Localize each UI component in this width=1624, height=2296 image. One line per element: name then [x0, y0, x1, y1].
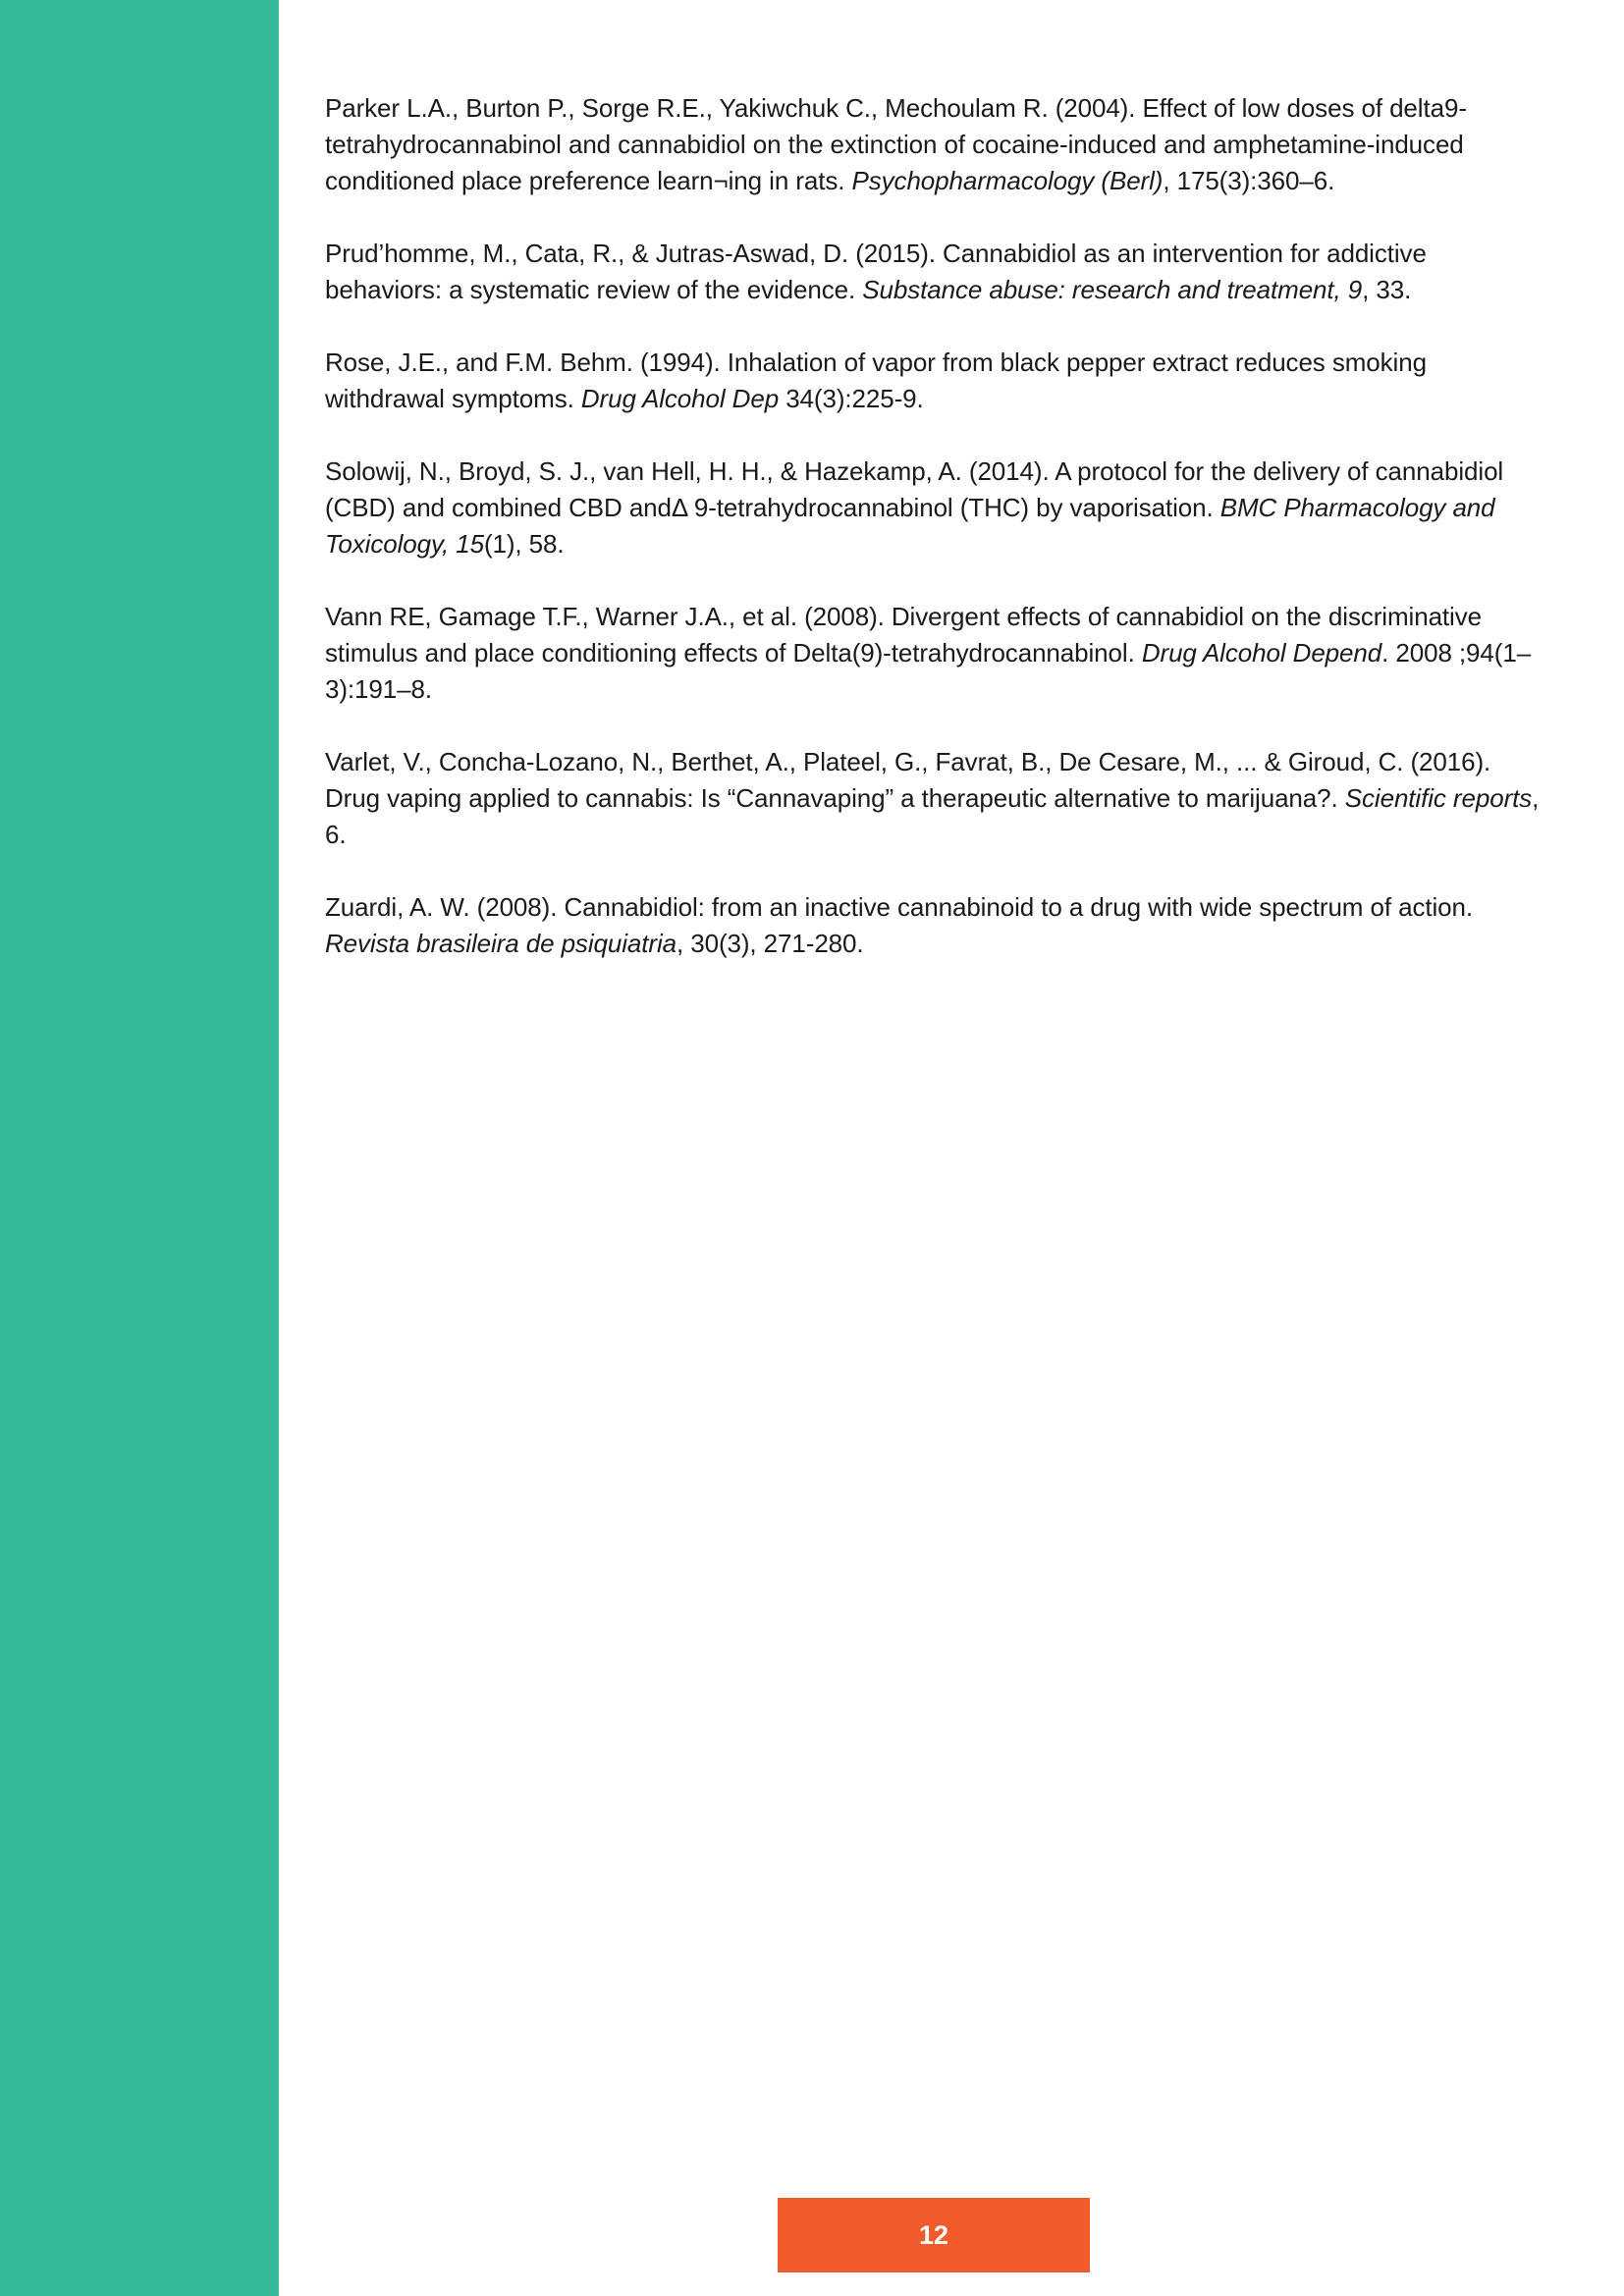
reference-source: Scientific reports	[1344, 783, 1533, 813]
reference-entry	[325, 599, 1543, 708]
reference-source: Drug Alcohol Dep	[580, 384, 780, 413]
reference-entry	[325, 889, 1543, 962]
reference-entry	[325, 236, 1543, 308]
reference-text: , 6.	[325, 783, 1540, 849]
reference-text: 34(3):225-9.	[779, 384, 924, 413]
reference-text: (1), 58.	[483, 529, 565, 559]
reference-text: Varlet, V., Concha-Lozano, N., Berthet, A., Plateel, G., Favrat, B., De Cesare, M., ... & Giroud, C. (2016). Drug vaping applied to cannabis: Is “Cannavaping” a therapeutic alternative to marijuana?.	[325, 747, 1491, 813]
reference-text: Rose, J.E., and F.M. Behm. (1994). Inhalation of vapor from black pepper extract reduces smoking withdrawal symptoms.	[325, 347, 1427, 413]
reference-entry	[325, 90, 1543, 199]
reference-text: . 2008 ;94(1–3):191–8.	[325, 638, 1532, 704]
sidebar-color-band	[0, 0, 279, 2296]
reference-text: Prud’homme, M., Cata, R., & Jutras-Aswad, D. (2015). Cannabidiol as an intervention for addictive behaviors: a systematic review of the evidence.	[325, 239, 1427, 304]
reference-source: Psychopharmacology (Berl)	[851, 166, 1164, 195]
page-number-box	[778, 2198, 1090, 2272]
page-number: 12	[918, 2219, 949, 2250]
reference-text: Zuardi, A. W. (2008). Cannabidiol: from an inactive cannabinoid to a drug with wide spectrum of action.	[325, 892, 1473, 922]
reference-text: , 175(3):360–6.	[1163, 166, 1335, 195]
reference-text: Solowij, N., Broyd, S. J., van Hell, H. H., & Hazekamp, A. (2014). A protocol for the delivery of cannabidiol (CBD) and combined CBD andΔ 9-tetrahydrocannabinol (THC) by vaporisation.	[325, 456, 1504, 522]
reference-entry	[325, 454, 1543, 562]
reference-source: Substance abuse: research and treatment, 9	[862, 275, 1363, 304]
reference-entry	[325, 744, 1543, 853]
reference-text: , 30(3), 271-280.	[676, 929, 864, 958]
reference-source: BMC Pharmacology and Toxicology, 15	[325, 493, 1495, 559]
reference-source: Revista brasileira de psiquiatria	[325, 929, 677, 958]
reference-entry	[325, 345, 1543, 417]
reference-text: Parker L.A., Burton P., Sorge R.E., Yakiwchuk C., Mechoulam R. (2004). Effect of low doses of delta9-tetrahydrocannabinol and cannabidiol on the extinction of cocaine-induced and amphetamine-induced conditioned place preference learn¬ing in rats.	[325, 93, 1467, 195]
reference-text: , 33.	[1362, 275, 1412, 304]
reference-list	[325, 90, 1543, 998]
reference-source: Drug Alcohol Depend	[1141, 638, 1382, 667]
reference-text: Vann RE, Gamage T.F., Warner J.A., et al. (2008). Divergent effects of cannabidiol on the discriminative stimulus and place conditioning effects of Delta(9)-tetrahydrocannabinol.	[325, 602, 1482, 667]
